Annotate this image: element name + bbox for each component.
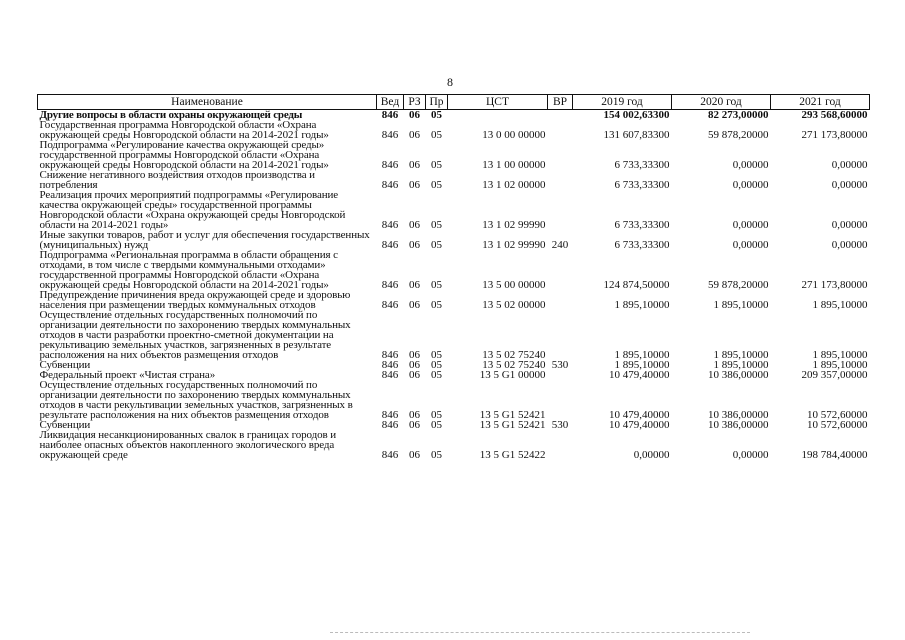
cell-2020: 10 386,00000 bbox=[708, 419, 769, 431]
cell-pr: 05 bbox=[431, 359, 442, 371]
cell-pr: 05 bbox=[431, 239, 442, 251]
cell-ved: 846 bbox=[381, 109, 399, 121]
cell-pr: 05 bbox=[431, 409, 442, 421]
cell-ved: 846 bbox=[381, 359, 399, 371]
cell-vr: 530 bbox=[551, 359, 569, 371]
cell-rz: 06 bbox=[409, 279, 420, 291]
cell-pr: 05 bbox=[431, 419, 442, 431]
cell-name: Реализация прочих мероприятий подпрограммы «Регулирование качества окружающей среды» государственной программы Новгородской области «Охрана окружающей среды Новгородской области на 2014-2021 годы» bbox=[39, 189, 346, 231]
cell-2021: 271 173,80000 bbox=[801, 279, 868, 291]
cell-ved: 846 bbox=[381, 129, 399, 141]
header-2019: 2019 год bbox=[573, 95, 672, 110]
cell-vr bbox=[548, 250, 573, 290]
cell-cst: 13 5 G1 52421 bbox=[479, 409, 546, 421]
cell-vr bbox=[548, 290, 573, 310]
cell-vr: 530 bbox=[551, 419, 569, 431]
cell-vr bbox=[548, 140, 573, 170]
header-pr: Пр bbox=[426, 95, 448, 110]
cell-cst: 13 5 00 00000 bbox=[482, 279, 546, 291]
cell-2020: 1 895,10000 bbox=[713, 349, 769, 361]
table-row bbox=[38, 140, 870, 170]
cell-pr: 05 bbox=[431, 159, 442, 171]
cell-pr: 05 bbox=[431, 109, 442, 121]
cell-ved: 846 bbox=[381, 279, 399, 291]
cell-vr: 240 bbox=[551, 239, 569, 251]
table-body bbox=[38, 110, 870, 461]
cell-rz: 06 bbox=[409, 349, 420, 361]
cell-ved: 846 bbox=[381, 299, 399, 311]
cell-name: Федеральный проект «Чистая страна» bbox=[39, 369, 216, 381]
cell-2020: 10 386,00000 bbox=[708, 409, 769, 421]
cell-2021: 1 895,10000 bbox=[812, 299, 868, 311]
cell-2019: 6 733,33300 bbox=[614, 239, 670, 251]
cell-2021: 198 784,40000 bbox=[801, 449, 868, 461]
cell-2020: 10 386,00000 bbox=[708, 369, 769, 381]
cell-cst: 13 5 02 75240 bbox=[482, 359, 546, 371]
header-vr: ВР bbox=[548, 95, 573, 110]
cell-name: Субвенции bbox=[39, 419, 91, 431]
cell-cst bbox=[448, 110, 548, 121]
cell-2019: 124 874,50000 bbox=[603, 279, 670, 291]
cell-rz: 06 bbox=[409, 129, 420, 141]
cell-2020: 1 895,10000 bbox=[713, 299, 769, 311]
cell-cst: 13 5 G1 52422 bbox=[479, 449, 546, 461]
cell-rz: 06 bbox=[409, 109, 420, 121]
budget-table bbox=[37, 94, 870, 460]
table-row bbox=[38, 310, 870, 360]
header-name: Наименование bbox=[38, 95, 377, 110]
cell-rz: 06 bbox=[409, 369, 420, 381]
cell-rz: 06 bbox=[409, 359, 420, 371]
cell-2021: 1 895,10000 bbox=[812, 349, 868, 361]
table-row bbox=[38, 250, 870, 290]
cell-name: Подпрограмма «Региональная программа в области обращения с отходами, в том числе с твердыми коммунальными отходами» государственной программы Новгородской области «Охрана окружающей среды Новгородской области на 2014-2021 годы» bbox=[39, 249, 338, 291]
cell-name: Другие вопросы в области охраны окружающей среды bbox=[39, 109, 303, 121]
cell-ved: 846 bbox=[381, 219, 399, 231]
cell-vr bbox=[548, 170, 573, 190]
cell-2021: 0,00000 bbox=[831, 239, 868, 251]
cell-rz: 06 bbox=[409, 419, 420, 431]
cell-2020: 1 895,10000 bbox=[713, 359, 769, 371]
header-ved: Вед bbox=[377, 95, 404, 110]
cell-2019: 10 479,40000 bbox=[609, 409, 670, 421]
header-cst: ЦСТ bbox=[448, 95, 548, 110]
cell-2019: 6 733,33300 bbox=[614, 159, 670, 171]
page-number: 8 bbox=[447, 75, 453, 89]
cell-2019: 10 479,40000 bbox=[609, 369, 670, 381]
cell-ved: 846 bbox=[381, 369, 399, 381]
cell-pr: 05 bbox=[431, 299, 442, 311]
cell-vr bbox=[548, 310, 573, 360]
table-row bbox=[38, 290, 870, 310]
cell-cst: 13 1 02 00000 bbox=[482, 179, 546, 191]
cell-ved: 846 bbox=[381, 159, 399, 171]
cell-2019: 1 895,10000 bbox=[614, 299, 670, 311]
cell-2019: 6 733,33300 bbox=[614, 179, 670, 191]
cell-pr: 05 bbox=[431, 369, 442, 381]
footer-divider bbox=[330, 632, 750, 634]
cell-2020: 0,00000 bbox=[732, 179, 769, 191]
cell-2021: 10 572,60000 bbox=[807, 409, 868, 421]
cell-2019: 10 479,40000 bbox=[609, 419, 670, 431]
cell-rz: 06 bbox=[409, 179, 420, 191]
cell-rz: 06 bbox=[409, 409, 420, 421]
cell-2021: 209 357,00000 bbox=[801, 369, 868, 381]
cell-name: Субвенции bbox=[39, 359, 91, 371]
header-2020: 2020 год bbox=[672, 95, 771, 110]
cell-pr: 05 bbox=[431, 179, 442, 191]
cell-cst: 13 5 02 00000 bbox=[482, 299, 546, 311]
cell-vr bbox=[548, 190, 573, 230]
cell-2021: 1 895,10000 bbox=[812, 359, 868, 371]
cell-name: Предупреждение причинения вреда окружающей среде и здоровью населения при размещении твердых коммунальных отходов bbox=[39, 289, 351, 311]
table-row bbox=[38, 190, 870, 230]
cell-ved: 846 bbox=[381, 419, 399, 431]
cell-2021: 271 173,80000 bbox=[801, 129, 868, 141]
cell-name: Снижение негативного воздействия отходов производства и потребления bbox=[39, 169, 315, 191]
cell-ved: 846 bbox=[381, 239, 399, 251]
cell-2021: 10 572,60000 bbox=[807, 419, 868, 431]
cell-rz: 06 bbox=[409, 159, 420, 171]
cell-cst: 13 1 02 99990 bbox=[482, 219, 546, 231]
cell-ved: 846 bbox=[381, 179, 399, 191]
cell-cst: 13 1 02 99990 bbox=[482, 239, 546, 251]
cell-2020: 0,00000 bbox=[732, 219, 769, 231]
cell-2020: 59 878,20000 bbox=[708, 129, 769, 141]
cell-pr: 05 bbox=[431, 279, 442, 291]
cell-2020: 59 878,20000 bbox=[708, 279, 769, 291]
cell-cst: 13 0 00 00000 bbox=[482, 129, 546, 141]
cell-vr bbox=[548, 110, 573, 121]
cell-pr: 05 bbox=[431, 129, 442, 141]
cell-ved: 846 bbox=[381, 449, 399, 461]
cell-2019: 154 002,63300 bbox=[603, 109, 670, 121]
cell-ved: 846 bbox=[381, 409, 399, 421]
cell-pr: 05 bbox=[431, 449, 442, 461]
cell-cst: 13 5 G1 00000 bbox=[479, 369, 546, 381]
cell-name: Осуществление отдельных государственных полномочий по организации деятельности по захоронению твердых коммунальных отходов в части рекультивации земельных участков, загрязненных в результате расположения на них объектов размещения отходов bbox=[39, 379, 353, 421]
cell-2020: 0,00000 bbox=[732, 239, 769, 251]
cell-2021: 0,00000 bbox=[831, 219, 868, 231]
cell-2021: 293 568,60000 bbox=[801, 109, 868, 121]
cell-2020: 0,00000 bbox=[732, 449, 769, 461]
cell-2020: 82 273,00000 bbox=[708, 109, 769, 121]
table-row bbox=[38, 380, 870, 420]
cell-vr bbox=[548, 120, 573, 140]
cell-cst: 13 1 00 00000 bbox=[482, 159, 546, 171]
table-row bbox=[38, 120, 870, 140]
cell-2019: 1 895,10000 bbox=[614, 359, 670, 371]
table-row bbox=[38, 430, 870, 460]
table-row bbox=[38, 170, 870, 190]
cell-rz: 06 bbox=[409, 449, 420, 461]
cell-pr: 05 bbox=[431, 349, 442, 361]
cell-vr bbox=[548, 430, 573, 460]
cell-2019: 131 607,83300 bbox=[603, 129, 670, 141]
cell-2021: 0,00000 bbox=[831, 179, 868, 191]
header-2021: 2021 год bbox=[771, 95, 870, 110]
cell-rz: 06 bbox=[409, 299, 420, 311]
cell-name: Государственная программа Новгородской области «Охрана окружающей среды Новгородской области на 2014-2021 годы» bbox=[39, 119, 329, 141]
cell-name: Подпрограмма «Регулирование качества окружающей среды» государственной программы Новгородской области «Охрана окружающей среды Новгородской области на 2014-2021 годы» bbox=[39, 139, 329, 171]
cell-cst: 13 5 G1 52421 bbox=[479, 419, 546, 431]
cell-cst: 13 5 02 75240 bbox=[482, 349, 546, 361]
cell-vr bbox=[548, 370, 573, 380]
cell-name: Осуществление отдельных государственных полномочий по организации деятельности по захоронению твердых коммунальных отходов в части разработки проектно-сметной документации на рекультивацию земельных участков, загрязненных в результате расположения на них объектов размещения отходов bbox=[39, 309, 351, 361]
cell-pr: 05 bbox=[431, 219, 442, 231]
cell-2019: 6 733,33300 bbox=[614, 219, 670, 231]
cell-rz: 06 bbox=[409, 219, 420, 231]
cell-name: Иные закупки товаров, работ и услуг для обеспечения государственных (муниципальных) нужд bbox=[39, 229, 370, 251]
table-header-row bbox=[38, 95, 870, 110]
cell-vr bbox=[548, 380, 573, 420]
cell-ved: 846 bbox=[381, 349, 399, 361]
cell-2021: 0,00000 bbox=[831, 159, 868, 171]
header-rz: РЗ bbox=[404, 95, 426, 110]
cell-2019: 1 895,10000 bbox=[614, 349, 670, 361]
cell-rz: 06 bbox=[409, 239, 420, 251]
cell-2019: 0,00000 bbox=[633, 449, 670, 461]
table-row bbox=[38, 230, 870, 250]
cell-2020: 0,00000 bbox=[732, 159, 769, 171]
cell-name: Ликвидация несанкционированных свалок в границах городов и наиболее опасных объектов накопленного экологического вреда окружающей среде bbox=[39, 429, 337, 461]
